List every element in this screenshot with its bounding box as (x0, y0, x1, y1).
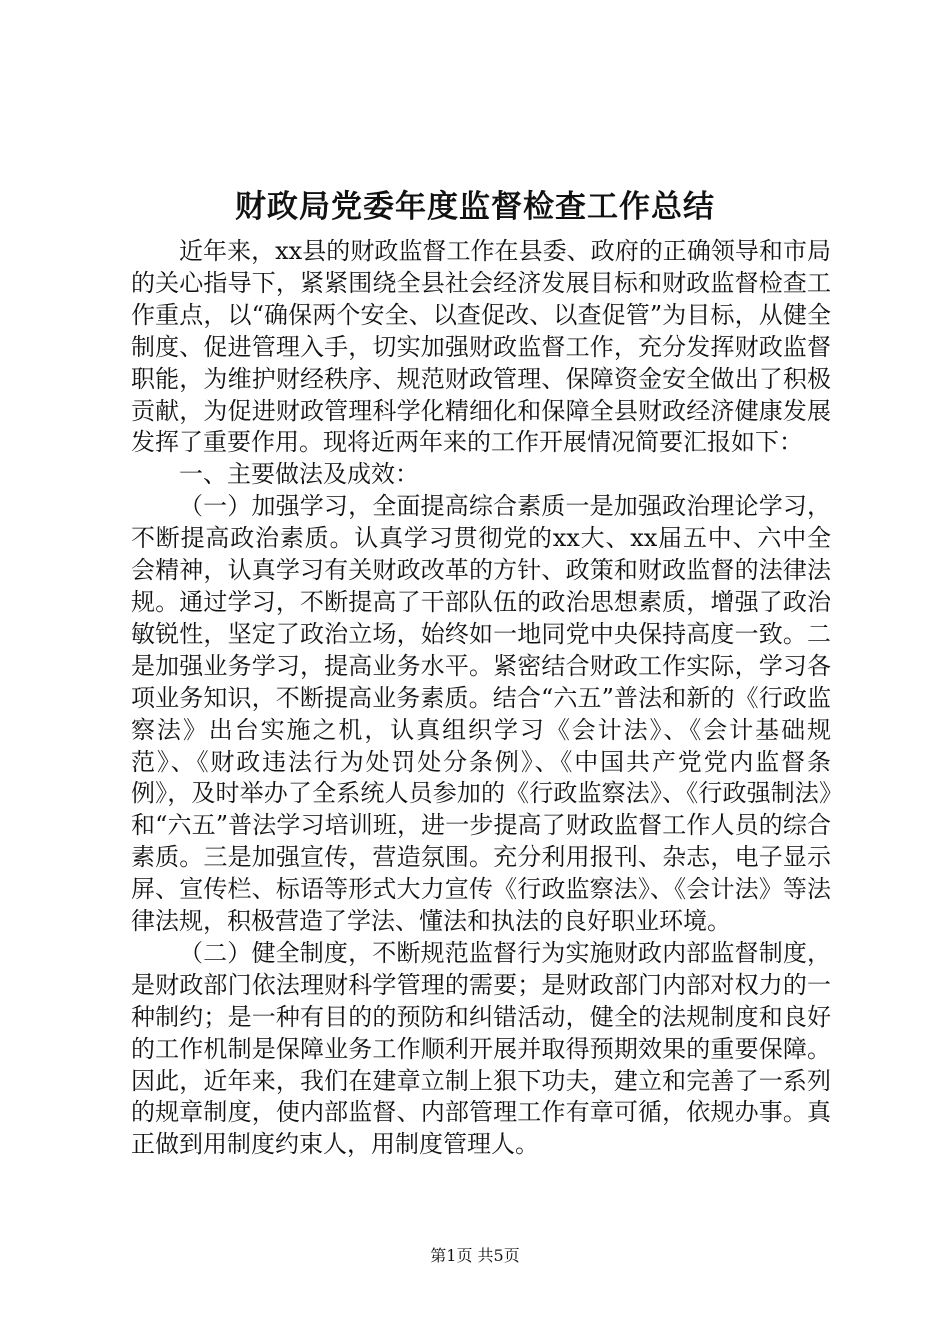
section-heading: 一、主要做法及成效： (179, 460, 419, 489)
paragraph-system: （二）健全制度，不断规范监督行为实施财政内部监督制度，是财政部门依法理财科学管理的需要；是财政部门内部对权力的一种制约；是一种有目的的预防和纠错活动，健全的法规制度和良好的工作机制是保障业务工作顺利开展并取得预期效果的重要保障。因此，近年来，我们在建章立制上狠下功夫，建立和完善了一系列的规章制度，使内部监督、内部管理工作有章可循，依规办事。真正做到用制度约束人，用制度管理人。 (131, 938, 831, 1159)
page-footer: 第1页 共5页 (430, 1246, 520, 1265)
paragraph-study: （一）加强学习，全面提高综合素质一是加强政治理论学习，不断提高政治素质。认真学习贯彻党的xx大、xx届五中、六中全会精神，认真学习有关财政改革的方针、政策和财政监督的法律法规。通过学习，不断提高了干部队伍的政治思想素质，增强了政治敏锐性，坚定了政治立场，始终如一地同党中央保持高度一致。二是加强业务学习，提高业务水平。紧密结合财政工作实际，学习各项业务知识，不断提高业务素质。结合“六五”普法和新的《行政监察法》出台实施之机，认真组织学习《会计法》、《会计基础规范》、《财政违法行为处罚处分条例》、《中国共产党党内监督条例》，及时举办了全系统人员参加的《行政监察法》、《行政强制法》和“六五”普法学习培训班，进一步提高了财政监督工作人员的综合素质。三是加强宣传，营造氛围。充分利用报刊、杂志，电子显示屏、宣传栏、标语等形式大力宣传《行政监察法》、《会计法》等法律法规，积极营造了学法、懂法和执法的良好职业环境。 (131, 492, 831, 936)
paragraph-intro: 近年来，xx县的财政监督工作在县委、政府的正确领导和市局的关心指导下，紧紧围绕全县社会经济发展目标和财政监督检查工作重点，以“确保两个安全、以查促改、以查促管”为目标，从健全制度、促进管理入手，切实加强财政监督工作，充分发挥财政监督职能，为维护财经秩序、规范财政管理、保障资金安全做出了积极贡献，为促进财政管理科学化精细化和保障全县财政经济健康发展发挥了重要作用。现将近两年来的工作开展情况简要汇报如下： (131, 237, 831, 457)
document-title: 财政局党委年度监督检查工作总结 (235, 189, 715, 225)
document-body (131, 236, 831, 1161)
